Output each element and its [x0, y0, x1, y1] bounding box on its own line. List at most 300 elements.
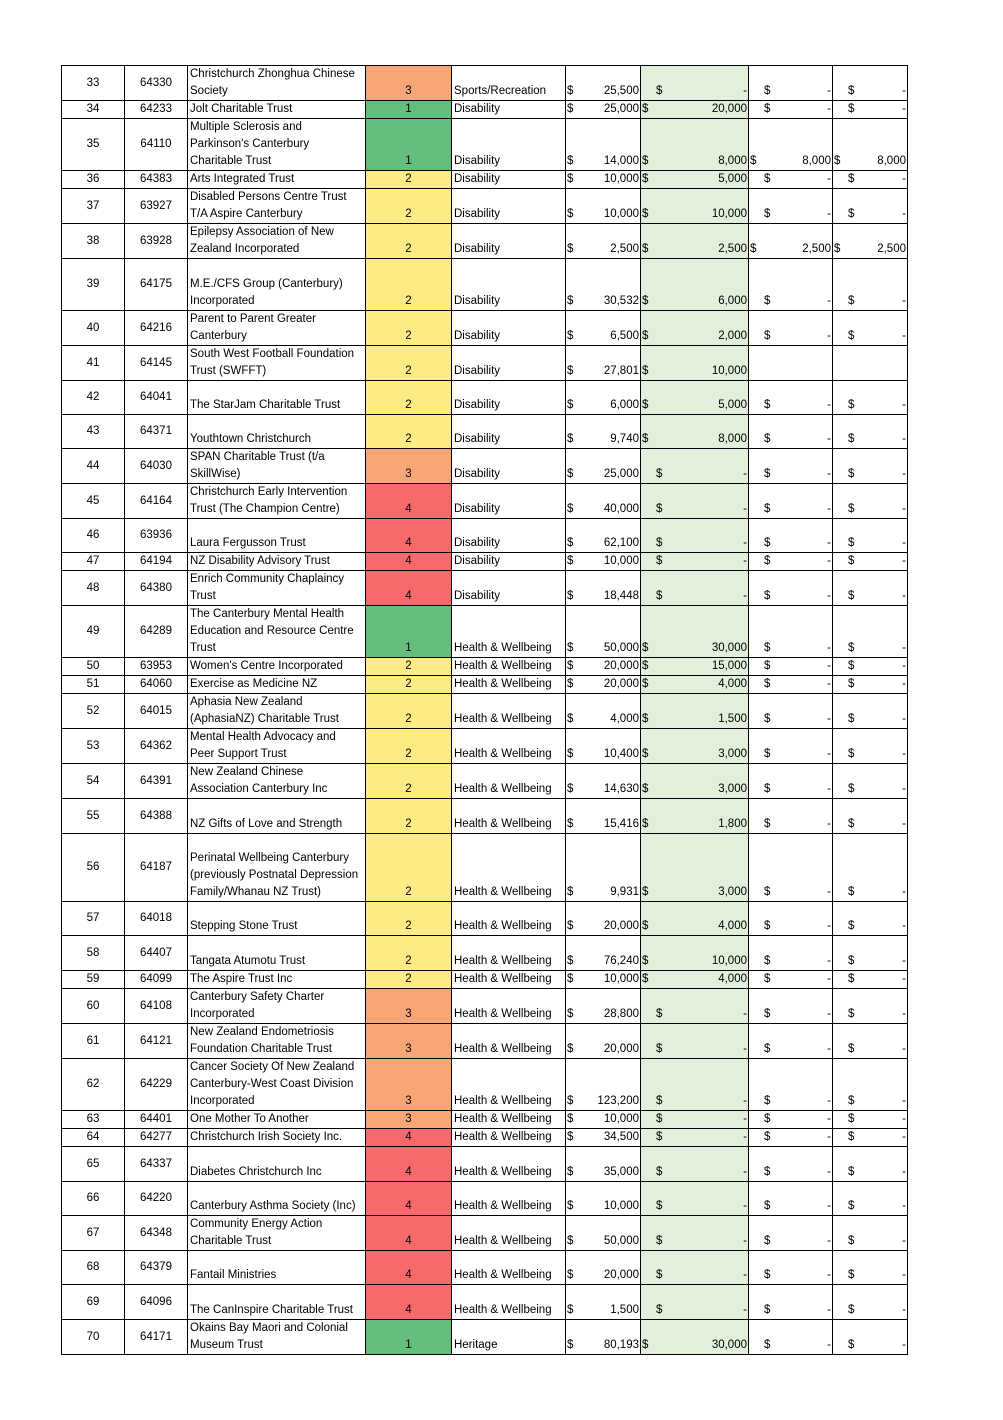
yr2-amount-cell	[749, 1129, 833, 1147]
currency-symbol: $	[642, 660, 649, 672]
currency-symbol: $	[764, 748, 771, 760]
amount-value: 2,500	[718, 243, 747, 255]
currency-symbol: $	[642, 173, 649, 185]
currency-symbol: $	[642, 642, 649, 654]
currency-symbol: $	[848, 920, 855, 932]
recommended-amount-cell	[641, 171, 749, 189]
application-id-cell: 64362	[125, 729, 188, 764]
priority-score-cell: 3	[366, 449, 452, 484]
table-row	[62, 66, 908, 101]
amount-value: 20,000	[603, 920, 639, 932]
priority-score-cell: 2	[366, 311, 452, 346]
recommended-amount-cell	[641, 834, 749, 902]
amount-value: -	[902, 783, 906, 795]
amount-value: -	[902, 433, 906, 445]
requested-amount-cell	[566, 519, 641, 553]
yr3-amount-cell	[833, 171, 908, 189]
yr3-amount-cell	[833, 764, 908, 799]
currency-symbol: $	[834, 243, 841, 255]
amount-value: -	[827, 955, 831, 967]
requested-amount-cell	[566, 553, 641, 571]
amount-value: -	[827, 642, 831, 654]
organisation-name-cell: Christchurch Early Intervention Trust (The Champion Centre)	[188, 484, 366, 519]
amount-value: -	[827, 973, 831, 985]
currency-symbol: $	[764, 1095, 771, 1107]
currency-symbol: $	[764, 1304, 771, 1316]
table-row	[62, 519, 908, 553]
currency-symbol: $	[848, 1304, 855, 1316]
application-id-cell: 64099	[125, 971, 188, 989]
category-cell: Disability	[452, 259, 566, 311]
yr2-amount-cell	[749, 834, 833, 902]
yr3-amount-cell	[833, 119, 908, 171]
amount-value: 3,000	[718, 783, 747, 795]
yr2-amount-cell	[749, 902, 833, 936]
application-id-cell: 64289	[125, 606, 188, 658]
currency-symbol: $	[656, 85, 663, 97]
table-row	[62, 101, 908, 119]
recommended-amount-cell	[641, 484, 749, 519]
requested-amount-cell	[566, 1216, 641, 1251]
currency-symbol: $	[764, 920, 771, 932]
recommended-amount-cell	[641, 799, 749, 834]
application-id-cell: 64108	[125, 989, 188, 1024]
requested-amount-cell	[566, 729, 641, 764]
amount-value: 1,800	[718, 818, 747, 830]
row-number-cell: 64	[62, 1129, 125, 1147]
requested-amount-cell	[566, 66, 641, 101]
priority-score-cell: 2	[366, 936, 452, 971]
yr3-amount-cell	[833, 1285, 908, 1320]
yr3-amount-cell	[833, 902, 908, 936]
requested-amount-cell	[566, 834, 641, 902]
category-cell: Health & Wellbeing	[452, 658, 566, 676]
organisation-name-cell: The Canterbury Mental Health Education and Resource Centre Trust	[188, 606, 366, 658]
table-row	[62, 936, 908, 971]
currency-symbol: $	[642, 1339, 649, 1351]
yr3-amount-cell	[833, 1320, 908, 1355]
amount-value: -	[743, 590, 747, 602]
yr3-amount-cell	[833, 1129, 908, 1147]
currency-symbol: $	[567, 1166, 574, 1178]
requested-amount-cell	[566, 171, 641, 189]
amount-value: 2,500	[610, 243, 639, 255]
amount-value: 6,500	[610, 330, 639, 342]
application-id-cell: 64407	[125, 936, 188, 971]
priority-score-cell: 3	[366, 989, 452, 1024]
currency-symbol: $	[567, 818, 574, 830]
row-number-cell: 54	[62, 764, 125, 799]
yr3-amount-cell	[833, 1182, 908, 1216]
yr2-amount-cell	[749, 606, 833, 658]
organisation-name-cell: Okains Bay Maori and Colonial Museum Trust	[188, 1320, 366, 1355]
amount-value: -	[743, 85, 747, 97]
row-number-cell: 39	[62, 259, 125, 311]
amount-value: 9,931	[610, 886, 639, 898]
currency-symbol: $	[848, 1095, 855, 1107]
application-id-cell: 64194	[125, 553, 188, 571]
currency-symbol: $	[764, 1235, 771, 1247]
table-row	[62, 1285, 908, 1320]
application-id-cell: 64277	[125, 1129, 188, 1147]
organisation-name-cell: One Mother To Another	[188, 1111, 366, 1129]
amount-value: 20,000	[603, 1269, 639, 1281]
recommended-amount-cell	[641, 224, 749, 259]
currency-symbol: $	[764, 1200, 771, 1212]
amount-value: 8,000	[802, 155, 831, 167]
yr2-amount-cell	[749, 171, 833, 189]
application-id-cell: 63953	[125, 658, 188, 676]
amount-value: 10,000	[603, 1200, 639, 1212]
currency-symbol: $	[848, 468, 855, 480]
currency-symbol: $	[567, 1339, 574, 1351]
row-number-cell: 70	[62, 1320, 125, 1355]
category-cell: Disability	[452, 346, 566, 381]
table-row	[62, 189, 908, 224]
currency-symbol: $	[764, 590, 771, 602]
currency-symbol: $	[656, 1113, 663, 1125]
amount-value: -	[743, 555, 747, 567]
recommended-amount-cell	[641, 571, 749, 606]
organisation-name-cell: The Aspire Trust Inc	[188, 971, 366, 989]
category-cell: Disability	[452, 311, 566, 346]
priority-score-cell: 2	[366, 171, 452, 189]
amount-value: 4,000	[718, 973, 747, 985]
priority-score-cell: 3	[366, 1059, 452, 1111]
yr2-amount-cell	[749, 119, 833, 171]
priority-score-cell: 2	[366, 346, 452, 381]
amount-value: 50,000	[603, 1235, 639, 1247]
amount-value: -	[827, 433, 831, 445]
priority-score-cell: 1	[366, 606, 452, 658]
amount-value: 10,000	[711, 365, 747, 377]
currency-symbol: $	[764, 678, 771, 690]
row-number-cell: 36	[62, 171, 125, 189]
row-number-cell: 35	[62, 119, 125, 171]
currency-symbol: $	[764, 173, 771, 185]
priority-score-cell: 2	[366, 189, 452, 224]
currency-symbol: $	[567, 783, 574, 795]
priority-score-cell: 4	[366, 1129, 452, 1147]
currency-symbol: $	[656, 1304, 663, 1316]
currency-symbol: $	[764, 103, 771, 115]
recommended-amount-cell	[641, 449, 749, 484]
recommended-amount-cell	[641, 1059, 749, 1111]
category-cell: Health & Wellbeing	[452, 1024, 566, 1059]
table-row	[62, 729, 908, 764]
priority-score-cell: 2	[366, 658, 452, 676]
organisation-name-cell: Youthtown Christchurch	[188, 415, 366, 449]
category-cell: Health & Wellbeing	[452, 729, 566, 764]
table-row	[62, 484, 908, 519]
currency-symbol: $	[848, 1043, 855, 1055]
amount-value: -	[827, 660, 831, 672]
requested-amount-cell	[566, 189, 641, 224]
organisation-name-cell: NZ Gifts of Love and Strength	[188, 799, 366, 834]
application-id-cell: 64096	[125, 1285, 188, 1320]
currency-symbol: $	[656, 1008, 663, 1020]
category-cell: Disability	[452, 171, 566, 189]
currency-symbol: $	[848, 886, 855, 898]
currency-symbol: $	[567, 920, 574, 932]
amount-value: -	[902, 1304, 906, 1316]
currency-symbol: $	[764, 399, 771, 411]
row-number-cell: 58	[62, 936, 125, 971]
amount-value: -	[827, 1235, 831, 1247]
category-cell: Health & Wellbeing	[452, 799, 566, 834]
currency-symbol: $	[848, 330, 855, 342]
row-number-cell: 46	[62, 519, 125, 553]
organisation-name-cell: Epilepsy Association of New Zealand Incorporated	[188, 224, 366, 259]
amount-value: -	[827, 468, 831, 480]
priority-score-cell: 2	[366, 799, 452, 834]
row-number-cell: 34	[62, 101, 125, 119]
amount-value: 10,000	[603, 173, 639, 185]
row-number-cell: 65	[62, 1147, 125, 1182]
organisation-name-cell: Parent to Parent Greater Canterbury	[188, 311, 366, 346]
currency-symbol: $	[764, 1008, 771, 1020]
amount-value: -	[827, 886, 831, 898]
currency-symbol: $	[834, 155, 841, 167]
row-number-cell: 68	[62, 1251, 125, 1285]
application-id-cell: 64121	[125, 1024, 188, 1059]
currency-symbol: $	[848, 1131, 855, 1143]
organisation-name-cell: Aphasia New Zealand (AphasiaNZ) Charitable Trust	[188, 694, 366, 729]
application-id-cell: 63927	[125, 189, 188, 224]
amount-value: -	[827, 1008, 831, 1020]
funding-table	[61, 65, 908, 1355]
amount-value: 25,000	[603, 468, 639, 480]
currency-symbol: $	[764, 503, 771, 515]
currency-symbol: $	[848, 818, 855, 830]
priority-score-cell: 4	[366, 1147, 452, 1182]
priority-score-cell: 2	[366, 694, 452, 729]
currency-symbol: $	[567, 365, 574, 377]
currency-symbol: $	[642, 783, 649, 795]
amount-value: 25,000	[603, 103, 639, 115]
currency-symbol: $	[567, 555, 574, 567]
category-cell: Health & Wellbeing	[452, 989, 566, 1024]
table-row	[62, 1147, 908, 1182]
row-number-cell: 38	[62, 224, 125, 259]
organisation-name-cell: New Zealand Endometriosis Foundation Charitable Trust	[188, 1024, 366, 1059]
currency-symbol: $	[656, 1235, 663, 1247]
yr2-amount-cell	[749, 694, 833, 729]
yr3-amount-cell	[833, 484, 908, 519]
application-id-cell: 64018	[125, 902, 188, 936]
currency-symbol: $	[642, 295, 649, 307]
currency-symbol: $	[567, 1113, 574, 1125]
application-id-cell: 64401	[125, 1111, 188, 1129]
row-number-cell: 47	[62, 553, 125, 571]
application-id-cell: 64110	[125, 119, 188, 171]
table-row	[62, 1320, 908, 1355]
recommended-amount-cell	[641, 936, 749, 971]
row-number-cell: 41	[62, 346, 125, 381]
recommended-amount-cell	[641, 119, 749, 171]
amount-value: 9,740	[610, 433, 639, 445]
yr2-amount-cell	[749, 764, 833, 799]
recommended-amount-cell	[641, 189, 749, 224]
amount-value: -	[902, 208, 906, 220]
yr2-amount-cell	[749, 1059, 833, 1111]
priority-score-cell: 1	[366, 119, 452, 171]
yr3-amount-cell	[833, 66, 908, 101]
currency-symbol: $	[567, 399, 574, 411]
priority-score-cell: 4	[366, 1182, 452, 1216]
amount-value: -	[743, 1043, 747, 1055]
recommended-amount-cell	[641, 1285, 749, 1320]
currency-symbol: $	[848, 783, 855, 795]
priority-score-cell: 2	[366, 415, 452, 449]
currency-symbol: $	[764, 973, 771, 985]
amount-value: -	[902, 1008, 906, 1020]
row-number-cell: 57	[62, 902, 125, 936]
currency-symbol: $	[656, 590, 663, 602]
row-number-cell: 69	[62, 1285, 125, 1320]
application-id-cell: 64348	[125, 1216, 188, 1251]
currency-symbol: $	[567, 1043, 574, 1055]
recommended-amount-cell	[641, 902, 749, 936]
table-row	[62, 571, 908, 606]
row-number-cell: 60	[62, 989, 125, 1024]
row-number-cell: 40	[62, 311, 125, 346]
amount-value: -	[902, 1095, 906, 1107]
amount-value: -	[827, 748, 831, 760]
category-cell: Health & Wellbeing	[452, 1182, 566, 1216]
category-cell: Disability	[452, 519, 566, 553]
amount-value: 30,000	[711, 1339, 747, 1351]
application-id-cell: 64175	[125, 259, 188, 311]
table-row	[62, 902, 908, 936]
application-id-cell: 64060	[125, 676, 188, 694]
category-cell: Sports/Recreation	[452, 66, 566, 101]
priority-score-cell: 4	[366, 1285, 452, 1320]
currency-symbol: $	[764, 713, 771, 725]
table-row	[62, 1216, 908, 1251]
amount-value: -	[827, 920, 831, 932]
table-row	[62, 989, 908, 1024]
currency-symbol: $	[848, 955, 855, 967]
amount-value: -	[827, 678, 831, 690]
yr2-amount-cell	[749, 1251, 833, 1285]
currency-symbol: $	[764, 537, 771, 549]
category-cell: Disability	[452, 381, 566, 415]
recommended-amount-cell	[641, 1182, 749, 1216]
recommended-amount-cell	[641, 1024, 749, 1059]
row-number-cell: 53	[62, 729, 125, 764]
yr2-amount-cell	[749, 1182, 833, 1216]
yr2-amount-cell	[749, 658, 833, 676]
amount-value: 20,000	[603, 678, 639, 690]
recommended-amount-cell	[641, 101, 749, 119]
yr2-amount-cell	[749, 415, 833, 449]
row-number-cell: 43	[62, 415, 125, 449]
recommended-amount-cell	[641, 658, 749, 676]
yr2-amount-cell	[749, 449, 833, 484]
organisation-name-cell: New Zealand Chinese Association Canterbury Inc	[188, 764, 366, 799]
currency-symbol: $	[642, 955, 649, 967]
table-row	[62, 259, 908, 311]
requested-amount-cell	[566, 676, 641, 694]
yr3-amount-cell	[833, 1147, 908, 1182]
yr2-amount-cell	[749, 1216, 833, 1251]
currency-symbol: $	[764, 660, 771, 672]
amount-value: -	[902, 537, 906, 549]
amount-value: -	[902, 955, 906, 967]
requested-amount-cell	[566, 764, 641, 799]
recommended-amount-cell	[641, 1216, 749, 1251]
yr2-amount-cell	[749, 66, 833, 101]
amount-value: 35,000	[603, 1166, 639, 1178]
amount-value: -	[827, 1304, 831, 1316]
amount-value: 10,000	[711, 208, 747, 220]
yr3-amount-cell	[833, 799, 908, 834]
requested-amount-cell	[566, 1024, 641, 1059]
organisation-name-cell: Tangata Atumotu Trust	[188, 936, 366, 971]
table-row	[62, 1059, 908, 1111]
currency-symbol: $	[567, 1304, 574, 1316]
organisation-name-cell: Women's Centre Incorporated	[188, 658, 366, 676]
amount-value: 27,801	[603, 365, 639, 377]
amount-value: 62,100	[603, 537, 639, 549]
priority-score-cell: 2	[366, 381, 452, 415]
currency-symbol: $	[764, 642, 771, 654]
amount-value: -	[902, 503, 906, 515]
currency-symbol: $	[642, 748, 649, 760]
organisation-name-cell: The StarJam Charitable Trust	[188, 381, 366, 415]
currency-symbol: $	[567, 678, 574, 690]
application-id-cell: 64164	[125, 484, 188, 519]
organisation-name-cell: Exercise as Medicine NZ	[188, 676, 366, 694]
table-row	[62, 1129, 908, 1147]
amount-value: -	[902, 886, 906, 898]
currency-symbol: $	[567, 660, 574, 672]
currency-symbol: $	[848, 1269, 855, 1281]
yr2-amount-cell	[749, 259, 833, 311]
row-number-cell: 62	[62, 1059, 125, 1111]
requested-amount-cell	[566, 415, 641, 449]
requested-amount-cell	[566, 971, 641, 989]
recommended-amount-cell	[641, 1147, 749, 1182]
currency-symbol: $	[848, 1113, 855, 1125]
category-cell: Disability	[452, 571, 566, 606]
currency-symbol: $	[642, 208, 649, 220]
amount-value: -	[827, 590, 831, 602]
amount-value: -	[902, 642, 906, 654]
currency-symbol: $	[642, 433, 649, 445]
currency-symbol: $	[567, 295, 574, 307]
category-cell: Disability	[452, 415, 566, 449]
recommended-amount-cell	[641, 1129, 749, 1147]
application-id-cell: 64379	[125, 1251, 188, 1285]
amount-value: 30,532	[603, 295, 639, 307]
category-cell: Health & Wellbeing	[452, 606, 566, 658]
requested-amount-cell	[566, 1147, 641, 1182]
yr3-amount-cell	[833, 936, 908, 971]
currency-symbol: $	[567, 1008, 574, 1020]
application-id-cell: 64216	[125, 311, 188, 346]
priority-score-cell: 4	[366, 553, 452, 571]
organisation-name-cell: South West Football Foundation Trust (SWFFT)	[188, 346, 366, 381]
amount-value: 80,193	[603, 1339, 639, 1351]
amount-value: -	[827, 1095, 831, 1107]
amount-value: 76,240	[603, 955, 639, 967]
yr3-amount-cell	[833, 834, 908, 902]
amount-value: 20,000	[711, 103, 747, 115]
currency-symbol: $	[848, 85, 855, 97]
amount-value: 30,000	[711, 642, 747, 654]
